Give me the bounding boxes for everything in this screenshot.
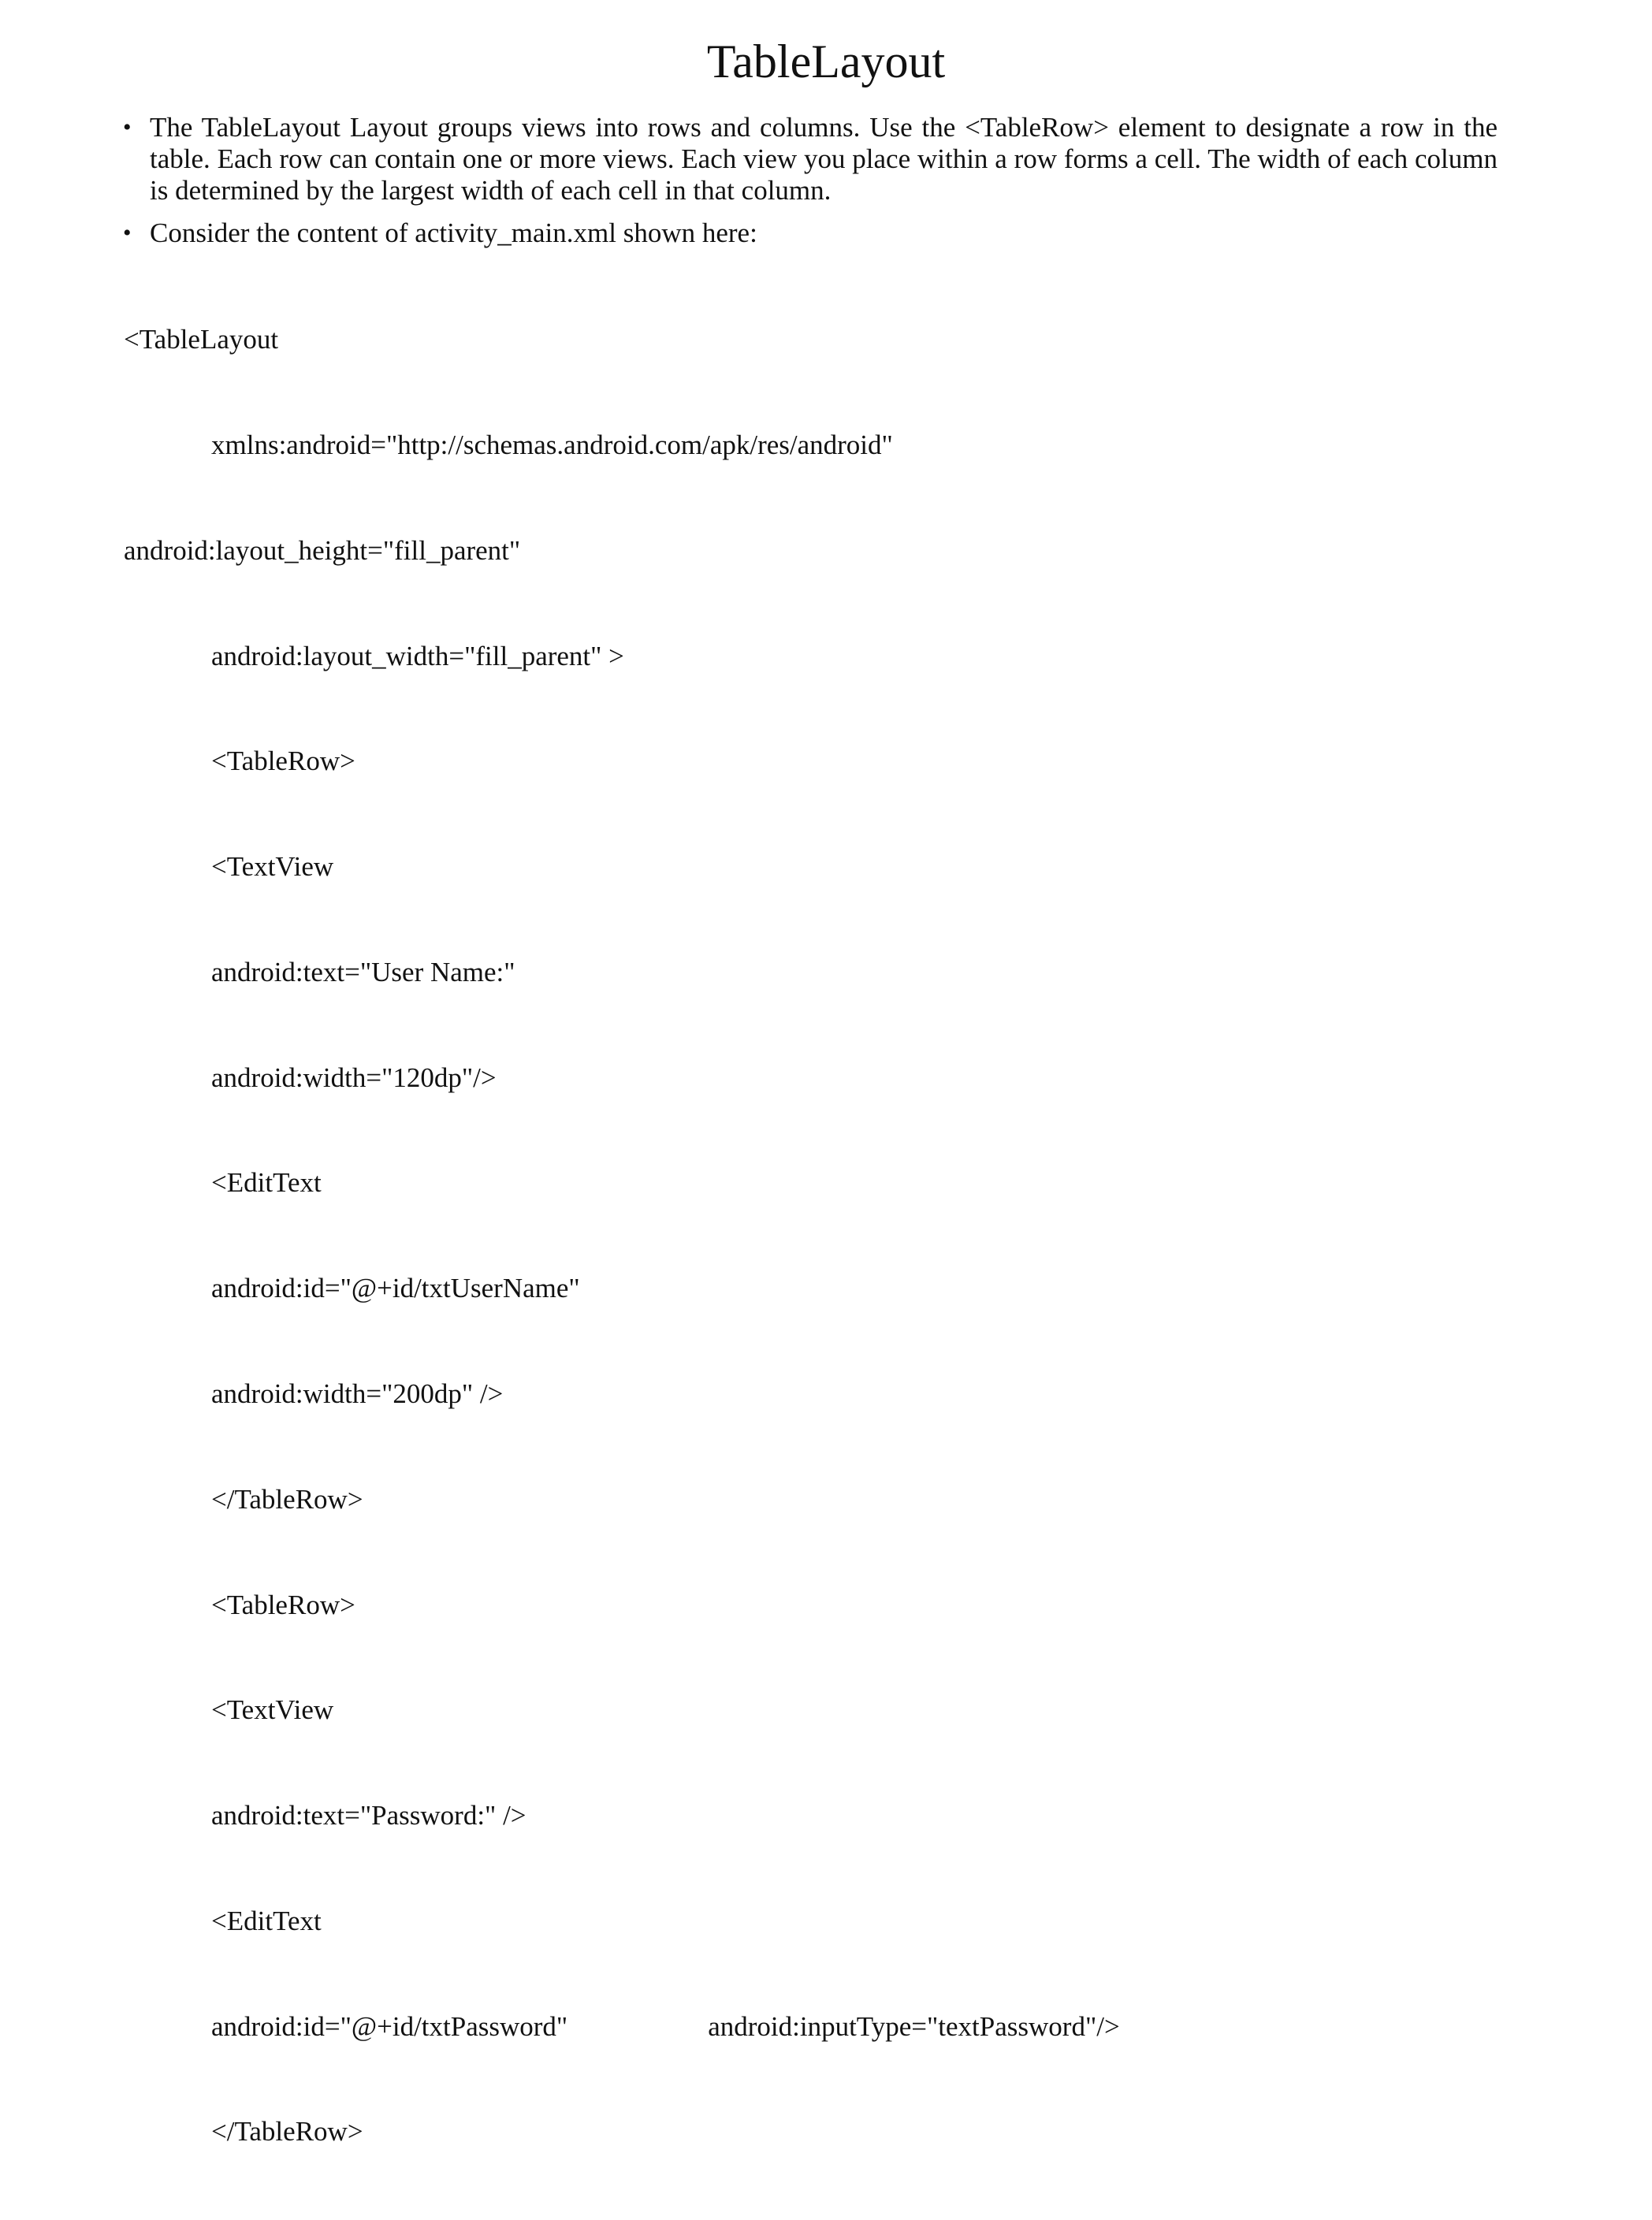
code-line: <EditText bbox=[211, 1905, 322, 1936]
code-line: android:text="User Name:" bbox=[211, 956, 515, 987]
code-line: android:layout_height="fill_parent" bbox=[124, 534, 521, 566]
code-line: <TableRow> bbox=[211, 1589, 355, 1620]
code-line: android:id="@+id/txtUserName" bbox=[211, 1273, 580, 1304]
bullet-paragraph-2: • Consider the content of activity_main.xml shown here: bbox=[150, 218, 1498, 249]
slide-title: TableLayout bbox=[706, 35, 946, 87]
code-listing bbox=[124, 252, 1120, 2220]
code-line: android:layout_width="fill_parent" > bbox=[211, 640, 624, 671]
code-line: android:width="200dp" /> bbox=[211, 1378, 504, 1409]
code-line: <TableLayout bbox=[124, 324, 279, 355]
code-fragment: android:inputType="textPassword"/> bbox=[708, 2010, 1120, 2042]
bullet-paragraph-1: • The TableLayout Layout groups views into rows and columns. Use the <TableRow> element to designate a row in the table. Each row can contain one or more views. Each view you place within a row forms a cell. The width of each column is determined by the largest width of each cell in that column. bbox=[150, 112, 1498, 206]
code-line: <TableRow> bbox=[211, 746, 355, 777]
code-line: android:width="120dp"/> bbox=[211, 1062, 497, 1093]
code-line: <TextView bbox=[211, 851, 334, 883]
code-line: xmlns:android="http://schemas.android.com/apk/res/android" bbox=[211, 429, 893, 460]
code-line: <EditText bbox=[211, 1167, 322, 1199]
code-line: </TableRow> bbox=[211, 2116, 363, 2147]
code-line: <TextView bbox=[211, 1694, 334, 1726]
code-line bbox=[124, 2010, 1120, 2045]
code-line: android:text="Password:" /> bbox=[211, 1800, 526, 1831]
code-line: </TableRow> bbox=[211, 1483, 363, 1515]
code-fragment: android:id="@+id/txtPassword" bbox=[211, 2010, 568, 2042]
